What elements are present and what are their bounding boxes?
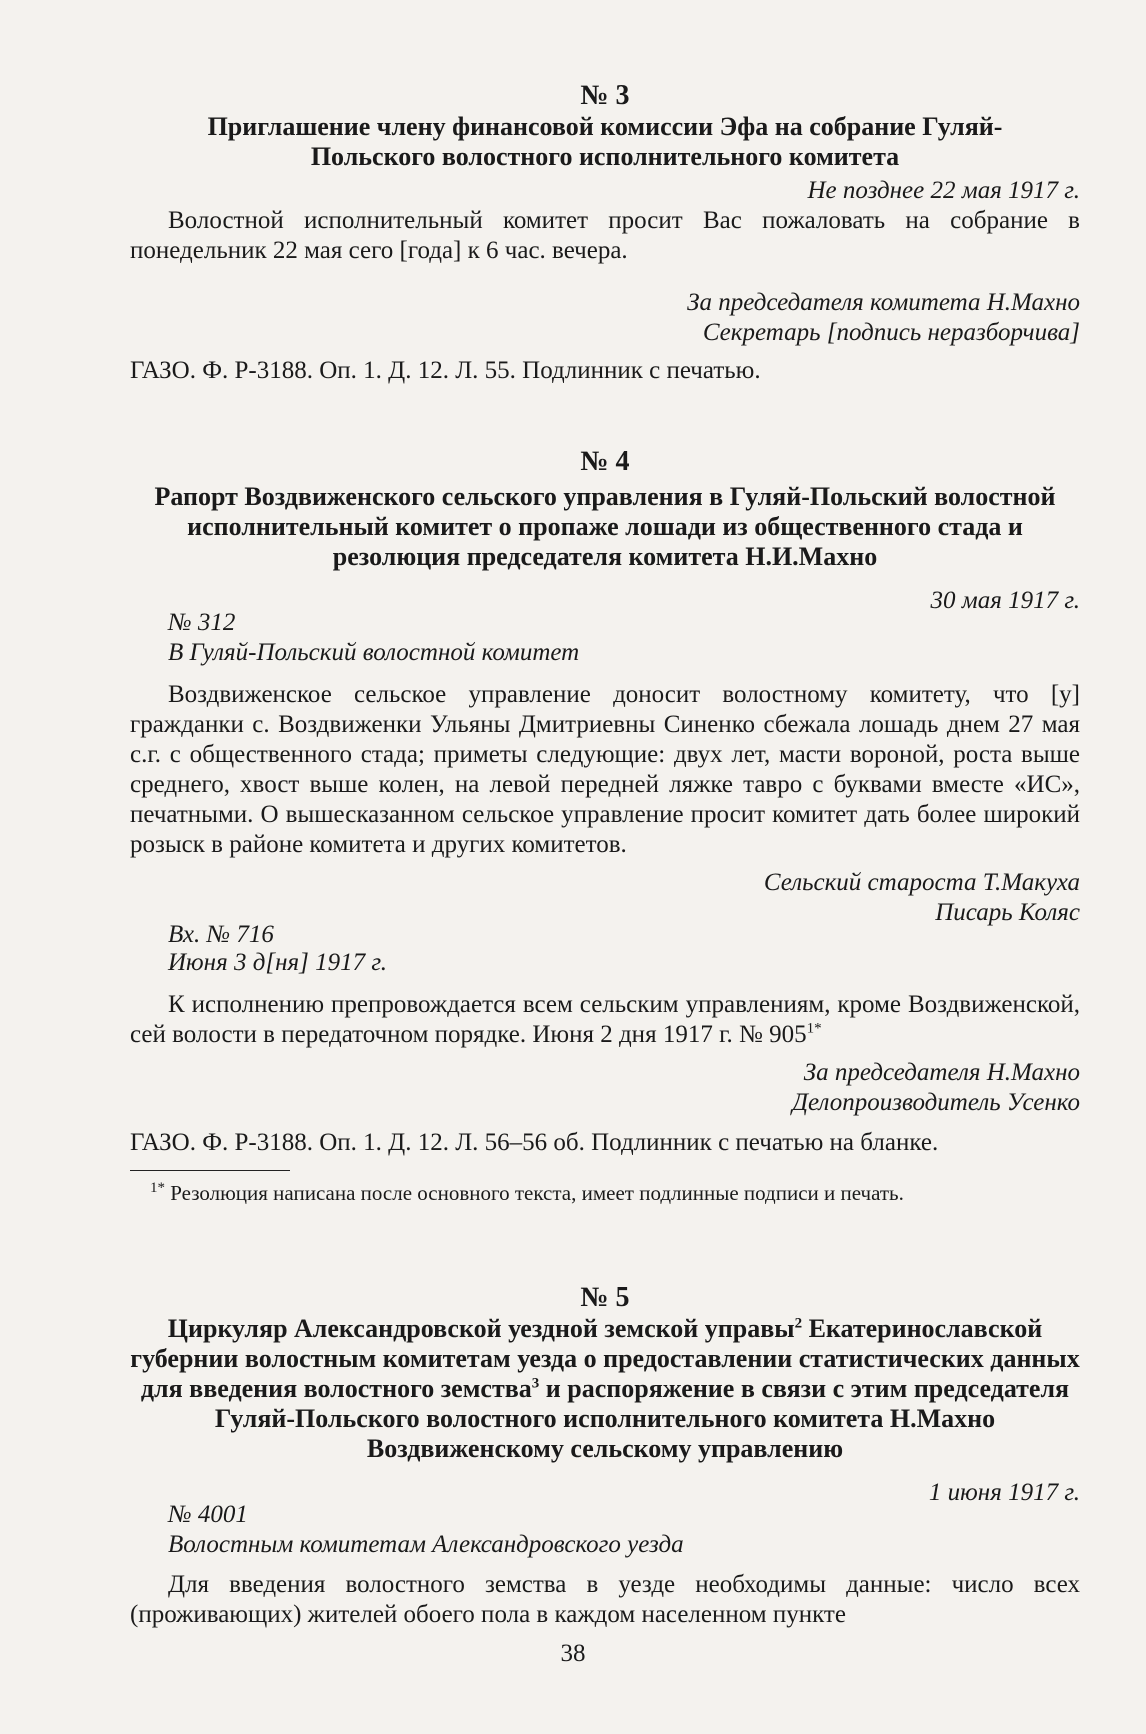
doc4-number: № 4 <box>580 446 630 477</box>
doc3-number: № 3 <box>580 80 630 111</box>
doc4-addressee: В Гуляй-Польский волостной комитет <box>168 639 580 666</box>
doc5-date: 1 июня 1917 г. <box>928 1479 1080 1506</box>
doc5-title: Циркуляр Александровской уездной земской управы$^2$ Екатеринославской губернии волостным комитетам уезда о предоставлении статистических данных для введения волостного земства$^3$ и распоряжение в связи с этим председателя Гуляй-Польского волостного исполнительного комитета Н.Махно Воздвиженскому сельскому управлению <box>130 1314 1080 1463</box>
doc4-incoming-number: Вх. № 716 <box>168 921 274 948</box>
doc4-source: ГАЗО. Ф. Р-3188. Оп. 1. Д. 12. Л. 56–56 об. Подлинник с печатью на бланке. <box>130 1129 939 1156</box>
doc4-footnote: $^{1*}$ Резолюция написана после основного текста, имеет подлинные подписи и печать. <box>150 1180 904 1205</box>
doc5-outgoing-number: № 4001 <box>168 1501 248 1528</box>
page-number: 38 <box>560 1640 586 1667</box>
doc4-resolution: К исполнению препровождается всем сельским управлениям, кроме Воздвиженской, сей волости в передаточном порядке. Июня 2 дня 1917 г. № $905^{1*}$ <box>130 991 1080 1048</box>
doc4-signature-elder: Сельский староста Т.Макуха <box>763 869 1080 896</box>
doc4-resolution-footnote-mark: 1* <box>806 1020 822 1037</box>
doc3-source: ГАЗО. Ф. Р-3188. Оп. 1. Д. 12. Л. 55. Подлинник с печатью. <box>130 357 761 384</box>
doc4-date: 30 мая 1917 г. <box>930 587 1080 614</box>
doc4-incoming-date: Июня 3 д[ня] 1917 г. <box>168 949 388 976</box>
doc4-signature-clerk: Писарь Коляс <box>935 899 1080 926</box>
doc4-signature-chair: За председателя Н.Махно <box>803 1059 1080 1086</box>
doc4-signature-clerk2: Делопроизводитель Усенко <box>792 1089 1080 1116</box>
doc3-date: Не позднее 22 мая 1917 г. <box>807 177 1080 204</box>
footnote-divider <box>130 1170 290 1171</box>
footnote-mark: 1* <box>150 1180 165 1196</box>
doc3-signature-secretary: Секретарь [подпись неразборчива] <box>702 319 1080 346</box>
doc5-number: № 5 <box>580 1282 630 1313</box>
doc5-text: Для введения волостного земства в уезде необходимы данные: число всех (проживающих) жителей обоего пола в каждом населенном пункте <box>130 1571 1080 1628</box>
doc3-title: Приглашение члену финансовой комиссии Эфа на собрание Гуляй-Польского волостного исполнительного комитета <box>207 112 1003 171</box>
doc4-outgoing-number: № 312 <box>168 609 236 636</box>
doc3-text: Волостной исполнительный комитет просит Вас пожаловать на собрание в понедельник 22 мая сего [года] к 6 час. вечера. <box>130 207 1080 264</box>
doc4-title: Рапорт Воздвиженского сельского управления в Гуляй-Польский волостной исполнительный комитет о пропаже лошади из общественного стада и резолюция председателя комитета Н.И.Махно <box>154 482 1056 571</box>
doc4-text: Воздвиженское сельское управление доносит волостному комитету, что [у] гражданки с. Воздвиженки Ульяны Дмитриевны Синенко сбежала лошадь днем 27 мая с.г. с общественного стада; приметы следующие: двух лет, масти вороной, роста выше среднего, хвост выше колен, на левой передней ляжке тавро с буквами вместе «ИС», печатными. О вышесказанном сельское управление просит комитет дать более широкий розыск в районе комитета и других комитетов. <box>130 681 1080 858</box>
doc3-signature-chair: За председателя комитета Н.Махно <box>687 289 1080 316</box>
doc5-addressee: Волостным комитетам Александровского уезда <box>168 1531 684 1558</box>
